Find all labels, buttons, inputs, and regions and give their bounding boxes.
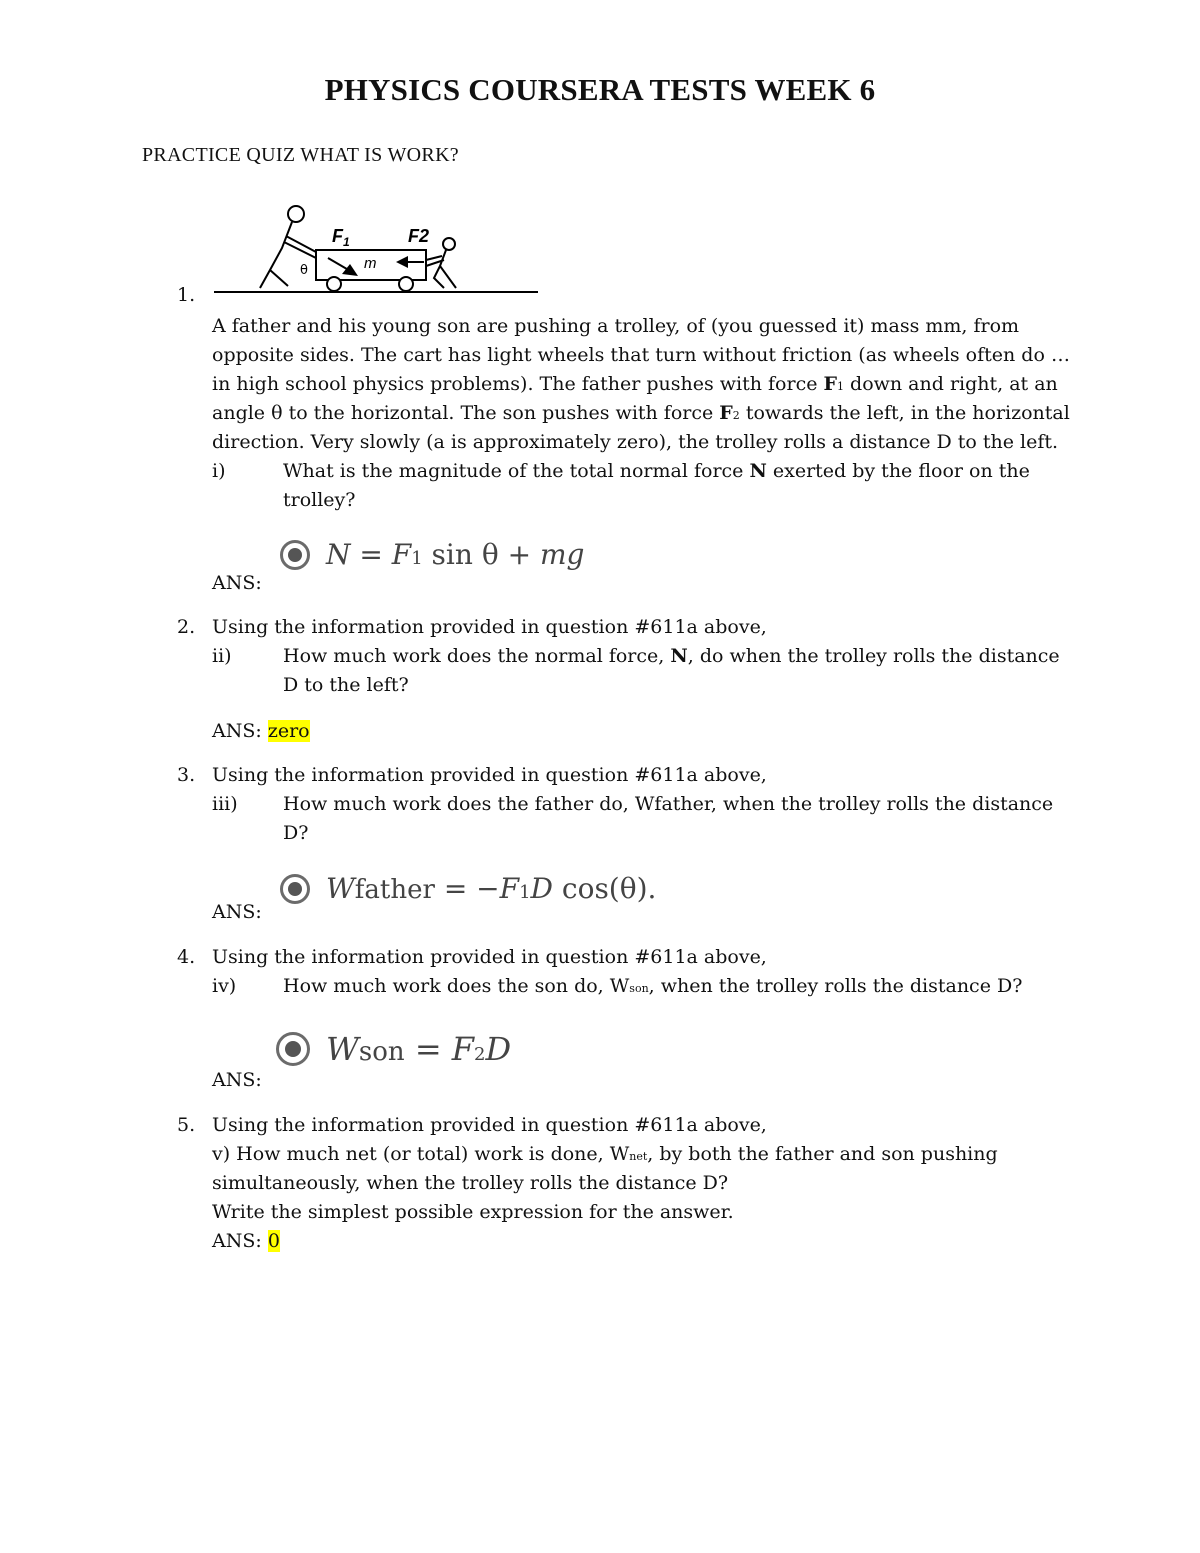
q2-sub-question-2: D to the left? <box>283 674 409 696</box>
q5-line-3: simultaneously, when the trolley rolls the distance D? <box>212 1172 729 1194</box>
selected-radio-icon <box>280 874 310 904</box>
diagram-label-f1: $F_1$ <box>332 226 350 249</box>
q5-number: 5. <box>177 1114 196 1136</box>
q1-line-5: direction. Very slowly (a is approximately zero), the trolley rolls a distance D to the left. <box>212 431 1059 453</box>
q1-line-4: angle θ to the horizontal. The son pushes with force F2 towards the left, in the horizontal <box>212 402 1070 424</box>
q2-sub-question-1: How much work does the normal force, N, do when the trolley rolls the distance <box>283 645 1060 667</box>
q5-intro: Using the information provided in question #611a above, <box>212 1114 767 1136</box>
highlighted-answer: 0 <box>267 1230 280 1252</box>
q4-sub-question-1: How much work does the son do, Wson, when the trolley rolls the distance D? <box>283 975 1023 997</box>
q4-ans-label: ANS: <box>212 1069 262 1091</box>
q1-line-3: in high school physics problems). The father pushes with force F1 down and right, at an <box>212 373 1058 395</box>
q2-sub-label: ii) <box>212 645 232 667</box>
q3-number: 3. <box>177 764 196 786</box>
q1-answer-formula: N = F1 sin θ + mg <box>280 538 584 571</box>
q3-sub-label: iii) <box>212 793 238 815</box>
q5-answer: ANS: 0 <box>212 1230 280 1252</box>
q1-number: 1. <box>177 284 196 306</box>
diagram-label-f2: F2 <box>408 226 430 246</box>
diagram-label-m: m <box>364 255 377 272</box>
son-head-icon <box>443 238 455 250</box>
q4-number: 4. <box>177 946 196 968</box>
page-title: PHYSICS COURSERA TESTS WEEK 6 <box>324 72 876 107</box>
q5-line-4: Write the simplest possible expression for the answer. <box>212 1201 734 1223</box>
q3-sub-question-1: How much work does the father do, Wfather, when the trolley rolls the distance <box>283 793 1054 815</box>
q1-ans-label: ANS: <box>212 572 262 594</box>
q1-line-2: opposite sides. The cart has light wheels that turn without friction (as wheels often do … <box>212 344 1070 366</box>
q5-line-2: v) How much net (or total) work is done, Wnet, by both the father and son pushing <box>212 1143 998 1165</box>
q3-sub-question-2: D? <box>283 822 309 844</box>
diagram-label-theta: θ <box>300 263 308 278</box>
q4-answer-formula: Wson = F2D <box>276 1030 511 1068</box>
selected-radio-icon <box>280 540 310 570</box>
q3-intro: Using the information provided in question #611a above, <box>212 764 767 786</box>
trolley-diagram <box>212 200 542 300</box>
father-head-icon <box>288 206 304 222</box>
q3-ans-label: ANS: <box>212 901 262 923</box>
q2-answer: ANS: zero <box>212 720 310 742</box>
q4-intro: Using the information provided in question #611a above, <box>212 946 767 968</box>
q1-line-1: A father and his young son are pushing a trolley, of (you guessed it) mass mm, from <box>212 315 1020 337</box>
selected-radio-icon <box>276 1032 310 1066</box>
highlighted-answer: zero <box>267 720 310 742</box>
q2-intro: Using the information provided in question #611a above, <box>212 616 767 638</box>
q1-sub-label: i) <box>212 460 226 482</box>
quiz-heading: PRACTICE QUIZ WHAT IS WORK? <box>142 144 459 166</box>
q3-answer-formula: Wfather = −F1D cos(θ). <box>280 872 656 905</box>
q2-number: 2. <box>177 616 196 638</box>
q4-sub-label: iv) <box>212 975 237 997</box>
q1-sub-question-1: What is the magnitude of the total normal force N exerted by the floor on the <box>283 460 1030 482</box>
q1-sub-question-2: trolley? <box>283 489 356 511</box>
